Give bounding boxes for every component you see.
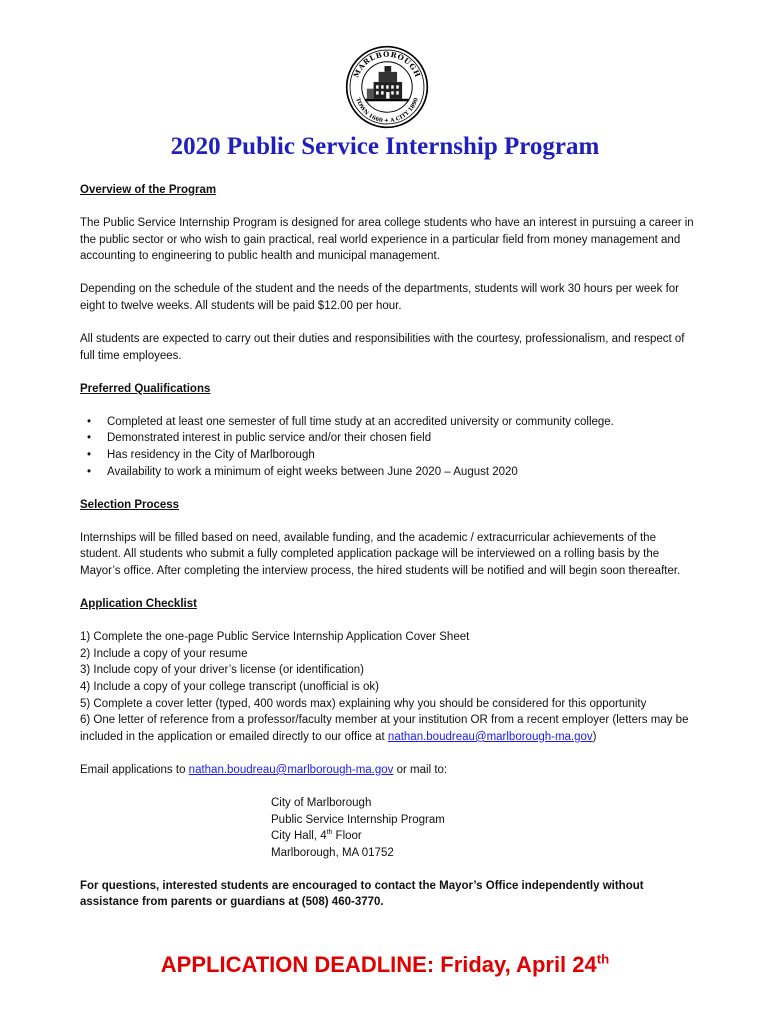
email-line-suffix: or mail to: bbox=[393, 763, 448, 776]
document-body bbox=[80, 182, 700, 928]
list-item: • Has residency in the City of Marlborough bbox=[107, 447, 700, 464]
list-item: • Completed at least one semester of full time study at an accredited university or community college. bbox=[107, 414, 700, 431]
list-item bbox=[80, 712, 700, 745]
qualifications-heading: Preferred Qualifications bbox=[80, 382, 211, 395]
address-line-3-suffix: Floor bbox=[332, 830, 362, 843]
deadline-text: APPLICATION DEADLINE: Friday, April 24 bbox=[160, 952, 597, 977]
email-line-prefix: Email applications to bbox=[80, 763, 189, 776]
list-item: 4) Include a copy of your college transcript (unofficial is ok) bbox=[80, 680, 379, 693]
qualifications-list bbox=[80, 414, 700, 480]
list-item: 3) Include copy of your driver’s license (or identification) bbox=[80, 664, 365, 677]
email-applications-link[interactable]: nathan.boudreau@marlborough-ma.gov bbox=[188, 763, 394, 776]
address-line-3-prefix: City Hall, 4 bbox=[271, 830, 327, 843]
checklist-list bbox=[80, 629, 700, 745]
address-line-1: City of Marlborough bbox=[271, 796, 372, 809]
page-title: 2020 Public Service Internship Program bbox=[170, 133, 600, 160]
city-seal-logo bbox=[345, 45, 429, 129]
list-item: • Demonstrated interest in public service and/or their chosen field bbox=[107, 430, 700, 447]
checklist-item-6-close: ) bbox=[592, 730, 597, 743]
application-deadline bbox=[0, 952, 770, 978]
address-line-3 bbox=[271, 828, 700, 845]
seal-bottom-text: TOWN 1660 ✦ A CITY 1890 bbox=[354, 97, 420, 125]
overview-paragraph-1: The Public Service Internship Program is designed for area college students who have an interest in pursuing a career in the public sector or who wish to gain practical, real world experience in a particular field from money management and accounting to engineering to public health and municipal management. bbox=[80, 217, 694, 263]
seal-top-text: MARLBOROUGH bbox=[351, 49, 423, 80]
overview-paragraph-3: All students are expected to carry out their duties and responsibilities with the courtesy, professionalism, and respect of full time employees. bbox=[80, 333, 685, 362]
overview-paragraph-2: Depending on the schedule of the student and the needs of the departments, students will work 30 hours per week for eight to twelve weeks. All students will be paid $12.00 per hour. bbox=[80, 283, 680, 312]
selection-paragraph: Internships will be filled based on need, available funding, and the academic / extracurricular achievements of the student. All students who submit a fully completed application package will be interviewed on a rolling basis by the Mayor’s office. After completing the interview process, the hired students will be notified and will begin soon thereafter. bbox=[80, 531, 681, 577]
checklist-item-6-text: 6) One letter of reference from a professor/faculty member at your institution OR from a recent employer (letters may be included in the application or emailed directly to our office at bbox=[80, 714, 689, 743]
list-item: 2) Include a copy of your resume bbox=[80, 647, 248, 660]
address-line-4: Marlborough, MA 01752 bbox=[271, 846, 394, 859]
email-applications-line bbox=[80, 762, 700, 779]
list-item: • Availability to work a minimum of eight weeks between June 2020 – August 2020 bbox=[107, 464, 700, 481]
list-item: 1) Complete the one-page Public Service Internship Application Cover Sheet bbox=[80, 631, 470, 644]
list-item: 5) Complete a cover letter (typed, 400 words max) explaining why you should be considered for this opportunity bbox=[80, 697, 647, 710]
address-floor-superscript: th bbox=[326, 829, 333, 837]
checklist-heading: Application Checklist bbox=[80, 598, 197, 611]
mailing-address bbox=[271, 795, 700, 861]
contact-note: For questions, interested students are encouraged to contact the Mayor’s Office independently without assistance from parents or guardians at (508) 460-3770. bbox=[80, 879, 644, 909]
deadline-superscript: th bbox=[596, 951, 610, 967]
overview-heading: Overview of the Program bbox=[80, 184, 217, 196]
selection-heading: Selection Process bbox=[80, 498, 180, 511]
address-line-2: Public Service Internship Program bbox=[271, 813, 445, 826]
checklist-email-link[interactable]: nathan.boudreau@marlborough-ma.gov bbox=[387, 730, 593, 743]
